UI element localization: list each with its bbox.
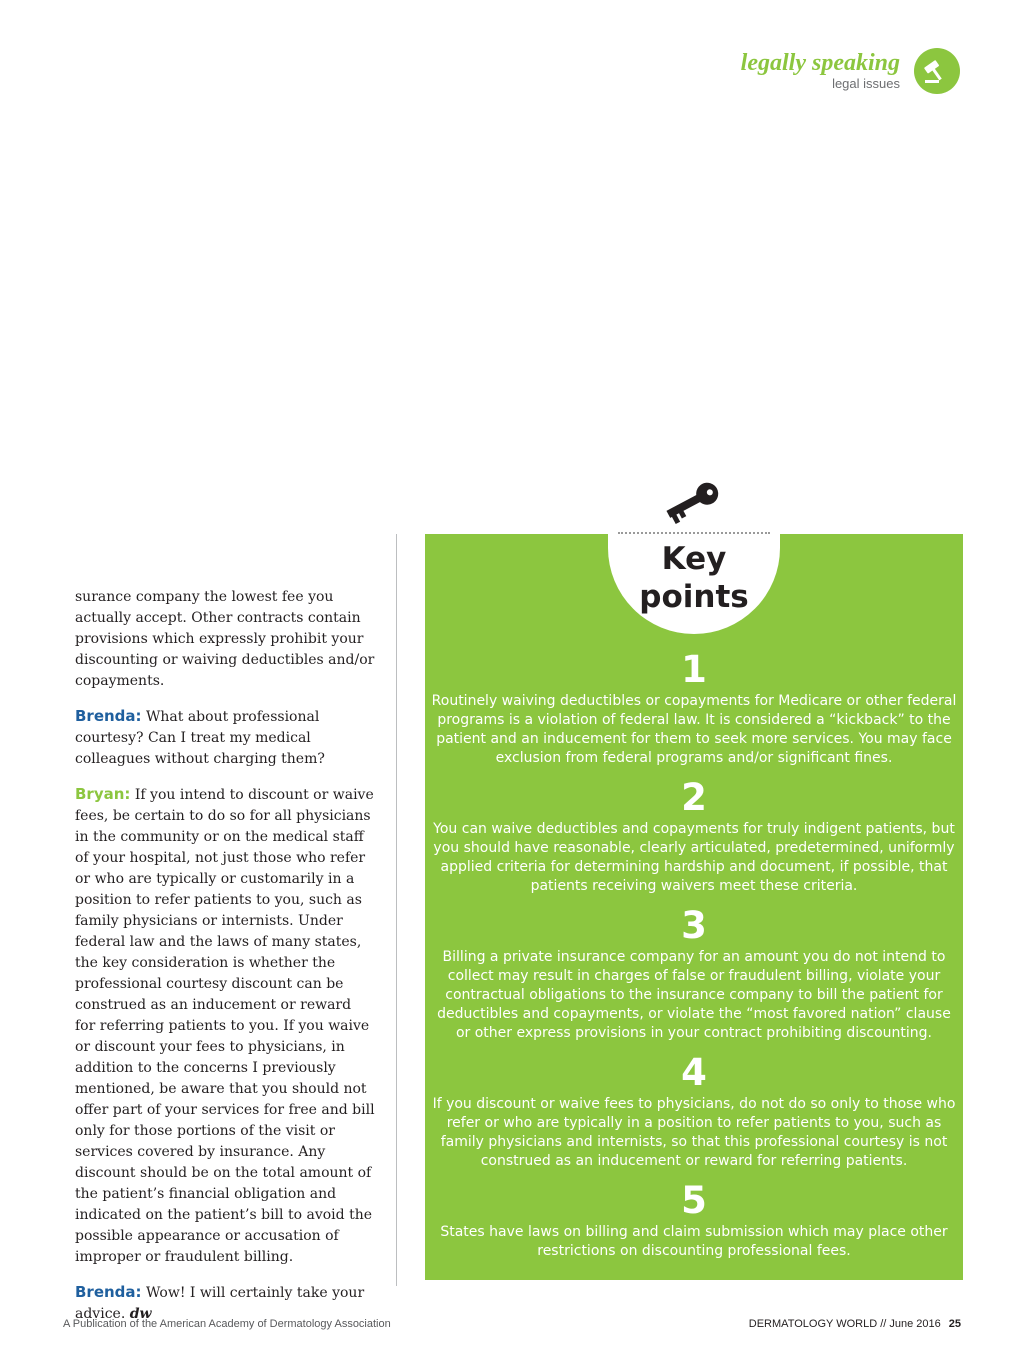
key-point-text: If you discount or waive fees to physicians, do not do so only to those who refer or who are typically in a position to refer patients to you, such as family physicians and internists, so that this professional courtesy is not construed as an inducement or reward for referring patients.: [432, 1096, 956, 1169]
article-column: [75, 587, 375, 1339]
speaker-label: Bryan:: [75, 785, 131, 803]
key-point-number: 5: [681, 1179, 707, 1222]
article-paragraph: [75, 784, 375, 1268]
speaker-label: Brenda:: [75, 1283, 142, 1301]
section-label: [741, 50, 900, 92]
key-point: [431, 1179, 957, 1261]
footer-issue: DERMATOLOGY WORLD // June 2016: [748, 1318, 941, 1330]
key-point-text: Billing a private insurance company for an amount you do not intend to collect may result in charges of false or fraudulent billing, violate your contractual obligations to the insurance company to bill the patient for deductibles and copayments, or violate the “most favored nation” clause or other express provisions in your contract prohibiting discounting.: [437, 949, 951, 1041]
footer-publisher: A Publication of the American Academy of Dermatology Association: [63, 1318, 391, 1330]
key-point: [431, 904, 957, 1043]
gavel-icon: [914, 48, 960, 94]
key-point-number: 3: [681, 904, 707, 947]
article-paragraph: surance company the lowest fee you actually accept. Other contracts contain provisions which expressly prohibit your discounting or waiving deductibles and/or copayments.: [75, 589, 375, 689]
key-point-number: 1: [681, 648, 707, 691]
key-point-number: 4: [681, 1051, 707, 1094]
section-subtitle: legal issues: [832, 76, 900, 91]
footer-issue-info: [749, 1318, 961, 1330]
column-divider: [396, 534, 397, 1286]
key-points-list: [431, 648, 957, 1269]
key-point: [431, 776, 957, 896]
key-point: [431, 1051, 957, 1171]
section-title: legally speaking: [740, 50, 900, 76]
paragraph-text: Wow! I will certainly take your advice.: [75, 1285, 365, 1322]
key-points-title: Key points: [639, 541, 749, 615]
speaker-label: Brenda:: [75, 707, 142, 725]
article-paragraph: [75, 706, 375, 770]
page-number: 25: [948, 1318, 961, 1330]
key-point-text: Routinely waiving deductibles or copayments for Medicare or other federal programs is a violation of federal law. It is considered a “kickback” to the patient and an inducement for them to seek more services. You may face exclusion from federal programs and/or significant fines.: [431, 693, 957, 766]
signature-mark: dw: [129, 1306, 152, 1322]
section-header: [741, 48, 960, 94]
paragraph-text: If you intend to discount or waive fees, be certain to do so for all physicians in the community or on the medical staff of your hospital, not just those who refer or who are typically or customarily in a position to refer patients to you, such as family physicians or internists. Under federal law and the laws of many states, the key consideration is whether the professional courtesy discount can be construed as an inducement or reward for referring patients to you. If you waive or discount your fees to physicians, in addition to the concerns I previously mentioned, be aware that you should not offer part of your services for free and bill only for those portions of the visit or services covered by insurance. Any discount should be on the total amount of the patient’s financial obligation and indicated on the patient’s bill to avoid the possible appearance or accusation of improper or fraudulent billing.: [75, 787, 375, 1265]
dotted-divider: [618, 532, 770, 534]
key-point: [431, 648, 957, 768]
key-point-number: 2: [681, 776, 707, 819]
paragraph-text: What about professional courtesy? Can I treat my medical colleagues without charging them?: [75, 709, 325, 767]
key-point-text: You can waive deductibles and copayments for truly indigent patients, but you should have reasonable, clearly articulated, predetermined, uniformly applied criteria for determining hardship and document, if possible, that patients receiving waivers meet these criteria.: [433, 821, 955, 894]
key-point-text: States have laws on billing and claim submission which may place other restrictions on discounting professional fees.: [440, 1224, 948, 1259]
key-icon: [660, 480, 728, 526]
